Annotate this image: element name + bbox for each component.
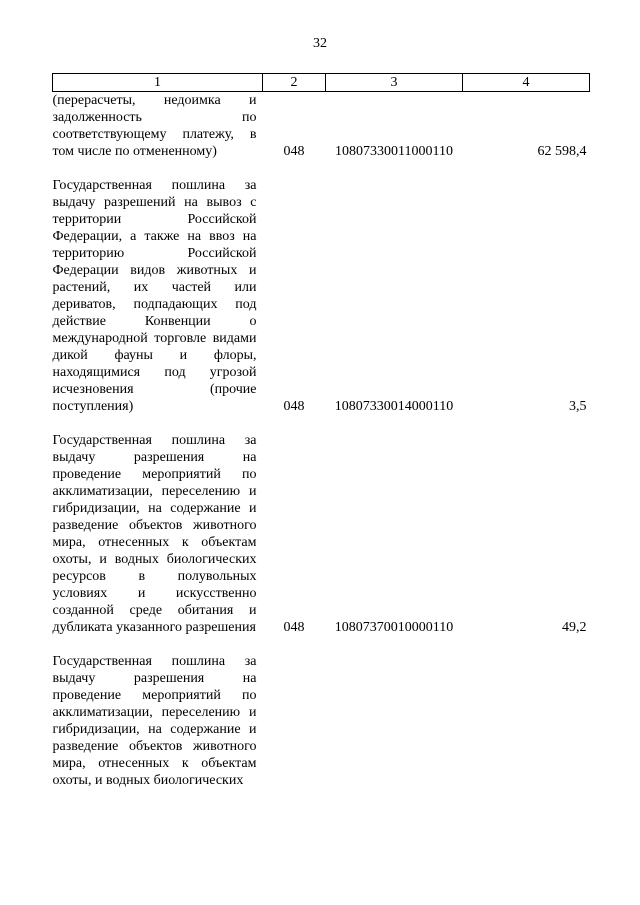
budget-revenue-table <box>52 73 590 789</box>
column-header-2: 2 <box>263 74 326 92</box>
row-spacer <box>53 636 590 653</box>
table-row <box>53 177 590 415</box>
row-amount: 3,5 <box>569 399 587 414</box>
row-description: Государственная пошлина за выдачу разрешений на вывоз с территории Российской Федерации, а также на ввоз на территорию Российской Федерации видов животных и растений, их частей или дериватов, подпадающих под действие Конвенции о международной торговле видами дикой фауны и флоры, находящимися под угрозой исчезновения (прочие поступления) <box>52 178 257 414</box>
table-row <box>53 653 590 789</box>
row-amount: 62 598,4 <box>537 144 587 159</box>
column-header-1: 1 <box>53 74 263 92</box>
row-description: (перерасчеты, недоимка и задолженность по соответствующему платежу, в том числе по отмененному) <box>52 93 257 159</box>
row-spacer <box>53 160 590 177</box>
row-budget-code: 10807330011000110 <box>335 144 453 159</box>
table-row <box>53 92 590 161</box>
row-description: Государственная пошлина за выдачу разрешения на проведение мероприятий по акклиматизации, переселению и гибридизации, на содержание и разведение объектов животного мира, отнесенных к объектам охоты, и водных биологических ресурсов в полувольных условиях и искусственно созданной среде обитания и дубликата указанного разрешения <box>52 433 257 635</box>
row-spacer <box>53 415 590 432</box>
table-header-row <box>53 74 590 92</box>
row-admin-code: 048 <box>283 144 305 159</box>
row-budget-code: 10807330014000110 <box>334 399 454 414</box>
row-admin-code: 048 <box>283 620 305 635</box>
column-header-3: 3 <box>326 74 463 92</box>
row-admin-code: 048 <box>283 399 305 414</box>
table-row <box>53 432 590 636</box>
row-admin-code <box>263 653 326 789</box>
row-amount: 49,2 <box>562 620 587 635</box>
row-amount <box>463 653 590 789</box>
row-budget-code: 10807370010000110 <box>334 620 454 635</box>
row-budget-code <box>326 653 463 789</box>
page-number: 32 <box>313 36 327 51</box>
row-description: Государственная пошлина за выдачу разрешения на проведение мероприятий по акклиматизации, переселению и гибридизации, на содержание и разведение объектов животного мира, отнесенных к объектам охоты, и водных биологических <box>52 654 257 788</box>
column-header-4: 4 <box>463 74 590 92</box>
